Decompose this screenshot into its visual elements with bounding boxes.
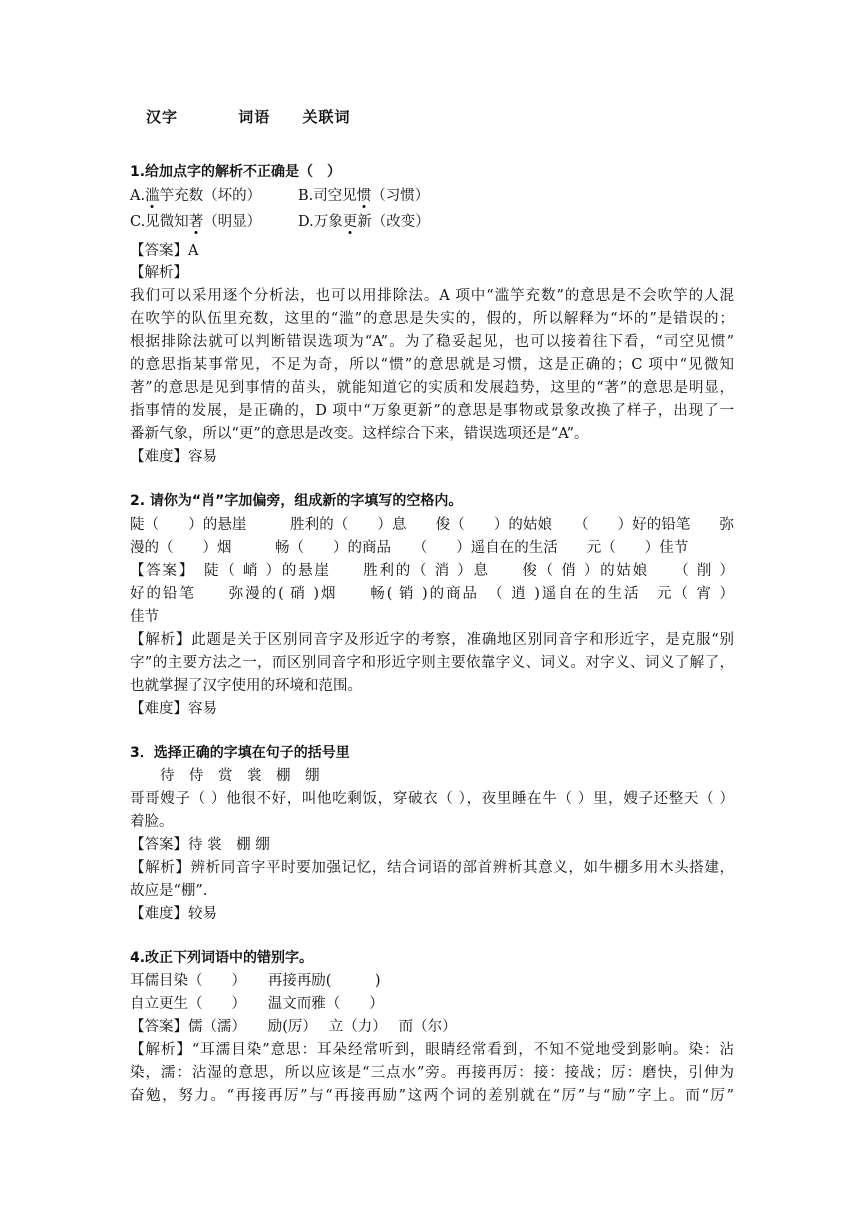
q1-answer: 【答案】A	[130, 243, 199, 259]
q4-analysis-line: 【解析】“耳濡目染”意思：耳朵经常听到，眼睛经常看到，不知不觉地受到影响。染：沾	[130, 1042, 734, 1058]
q1-option-a: A.滥竽充数（坏的）	[130, 188, 262, 204]
q1-analysis-label: 【解析】	[130, 265, 188, 281]
q1-option-c: C.见微知著（明显）	[130, 214, 262, 230]
emphasis-dot: 更	[342, 214, 358, 230]
q1-analysis-line: 根据排除法就可以判断错误选项为“A”。为了稳妥起见，也可以接着往下看，“司空见惯”	[130, 334, 734, 350]
q1-analysis-line: 我们可以采用逐个分析法，也可以用排除法。A 项中“滥竽充数”的意思是不会吹竽的人混	[130, 288, 734, 304]
q3-analysis-line: 故应是“棚”.	[130, 883, 208, 899]
q3-answer: 【答案】待 裳 棚 绷	[130, 837, 270, 853]
q1-option-d: D.万象更新（改变）	[298, 214, 430, 230]
q2-answer-line: 【答案】 陡（ 峭 ）的悬崖 胜利的（ 消 ）息 俊（ 俏 ）的姑娘 （ 削 ）	[130, 563, 734, 579]
q2-title: 2. 请你为“肖”字加偏旁，组成新的字填写的空格内。	[130, 493, 463, 509]
q2-analysis-line: 字”的主要方法之一，而区别同音字和形近字则主要依靠字义、词义。对字义、词义了解了，	[130, 655, 734, 671]
header-guanlianci: 关联词	[302, 108, 351, 126]
q1-title: 1.给加点字的解析不正确是（ ）	[130, 164, 342, 180]
q4-analysis-line: 染，濡：沾湿的意思，所以应该是“三点水”旁。再接再厉：接：接战；厉：磨快，引伸为	[130, 1065, 734, 1081]
q3-difficulty: 【难度】较易	[130, 906, 217, 922]
page-header	[146, 106, 351, 127]
q2-blank-line: 漫的（ ）烟 畅（ ）的商品 （ ）遥自在的生活 元（ ）佳节	[130, 540, 689, 556]
q2-blank-line: 陡（ ）的悬崖 胜利的（ ）息 俊（ ）的姑娘 （ ）好的铅笔 弥	[130, 517, 734, 533]
q4-blank-line: 自立更生（ ） 温文而雅（ ）	[130, 996, 384, 1012]
q4-title: 4.改正下列词语中的错别字。	[130, 950, 314, 966]
header-hanzi: 汉字	[146, 108, 179, 126]
q3-title: 3．选择正确的字填在句子的括号里	[130, 745, 350, 761]
q1-analysis-line: 著”的意思是见到事情的苗头，就能知道它的实质和发展趋势，这里的“著”的意思是明显，	[130, 380, 734, 396]
q3-sentence-line: 着脸。	[130, 814, 174, 830]
header-ciyu: 词语	[238, 108, 271, 126]
q4-blank-line: 耳儒目染（ ） 再接再励( )	[130, 973, 381, 989]
q3-choices: 待 侍 赏 裳 棚 绷	[160, 768, 320, 784]
q1-analysis-line: 的意思指某事常见，不足为奇，所以“惯”的意思就是习惯，这是正确的；C 项中“见微知	[130, 357, 734, 373]
emphasis-dot: 著	[188, 214, 204, 230]
q2-answer-line: 好的铅笔 弥漫的( 硝 )烟 畅( 销 )的商品 （ 逍 )遥自在的生活 元（ 宵 ）	[130, 586, 734, 602]
q2-answer-line: 佳节	[130, 609, 159, 625]
q1-difficulty: 【难度】容易	[130, 449, 217, 465]
q1-analysis-line: 番新气象，所以“更”的意思是改变。这样综合下来，错误选项还是“A”。	[130, 426, 589, 442]
q1-analysis-line: 指事情的发展，是正确的，D 项中“万象更新”的意思是事物或景象改换了样子，出现了一	[130, 403, 734, 419]
emphasis-dot: 滥	[145, 188, 160, 204]
q1-analysis-line: 在吹竽的队伍里充数，这里的“滥”的意思是失实的，假的，所以解释为“坏的”是错误的；	[130, 311, 734, 327]
emphasis-dot: 惯	[356, 188, 372, 204]
q4-answer: 【答案】儒（濡） 励(厉） 立（力） 而（尔）	[130, 1019, 457, 1035]
q2-analysis-line: 也就掌握了汉字使用的环境和范围。	[130, 678, 362, 694]
q4-analysis-line: 奋勉，努力。“再接再厉”与“再接再励”这两个词的差别就在“厉”与“励”字上。而“厉”	[130, 1088, 734, 1104]
q2-difficulty: 【难度】容易	[130, 701, 217, 717]
q3-sentence-line: 哥哥嫂子（ ）他很不好，叫他吃剩饭，穿破衣（ ），夜里睡在牛（ ）里，嫂子还整天（ ）	[130, 791, 734, 807]
q2-analysis-line: 【解析】此题是关于区别同音字及形近字的考察，准确地区别同音字和形近字，是克服“别	[130, 632, 734, 648]
q1-options-row2	[130, 211, 734, 233]
q1-options-row1	[130, 185, 734, 207]
q3-analysis-line: 【解析】辨析同音字平时要加强记忆，结合词语的部首辨析其意义，如牛棚多用木头搭建，	[130, 860, 734, 876]
q1-option-b: B.司空见惯（习惯）	[298, 188, 430, 204]
